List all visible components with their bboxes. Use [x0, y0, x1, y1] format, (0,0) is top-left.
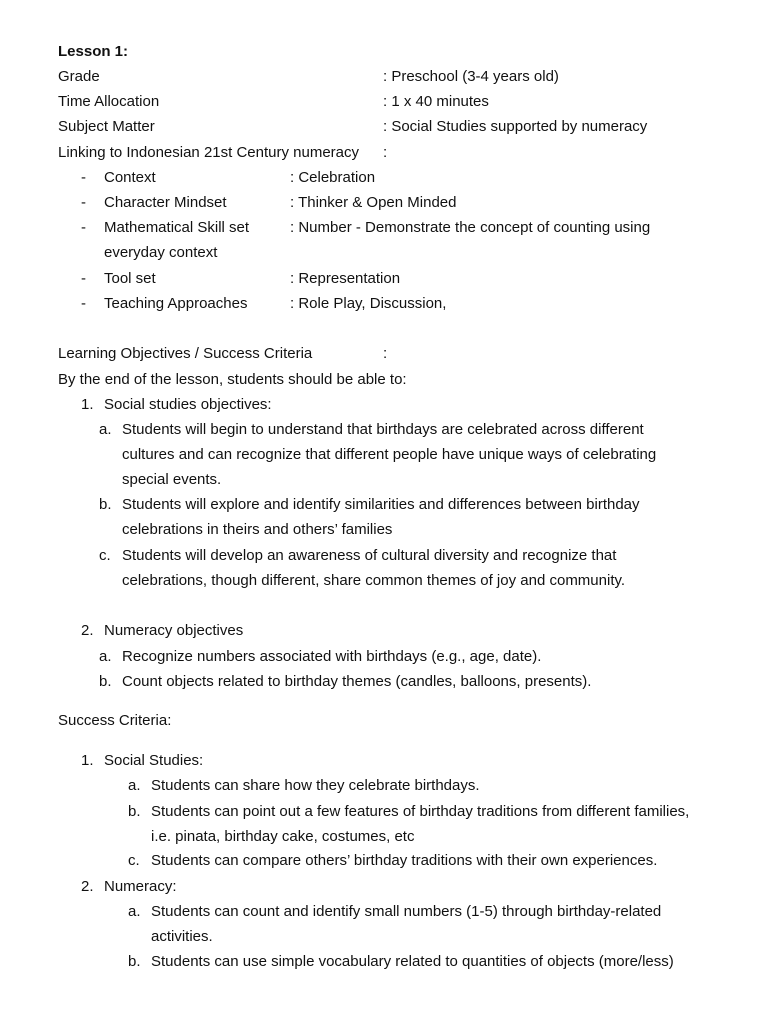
- link-label-mindset: Character Mindset: [104, 194, 227, 211]
- objective-text: celebrations in theirs and others’ families: [122, 521, 393, 538]
- success-text: Students can use simple vocabulary related to quantities of objects (more/less): [151, 953, 674, 970]
- list-letter: c.: [99, 547, 111, 564]
- list-bullet: -: [81, 270, 86, 287]
- list-letter: a.: [99, 421, 112, 438]
- list-letter: a.: [99, 648, 112, 665]
- info-label-time: Time Allocation: [58, 93, 160, 110]
- list-letter: a.: [128, 777, 141, 794]
- objective-text: celebrations, though different, share common themes of joy and community.: [122, 572, 626, 589]
- objective-text: special events.: [122, 471, 222, 488]
- lesson-title: Lesson 1:: [58, 43, 129, 60]
- list-letter: b.: [128, 803, 141, 820]
- link-label-skillset-cont: everyday context: [104, 244, 218, 261]
- list-bullet: -: [81, 295, 86, 312]
- list-bullet: -: [81, 194, 86, 211]
- link-value-skillset: : Number - Demonstrate the concept of counting using: [290, 219, 651, 236]
- objectives-intro: By the end of the lesson, students should be able to:: [58, 371, 407, 388]
- info-value-subject: : Social Studies supported by numeracy: [383, 118, 648, 135]
- objective-text: Students will explore and identify similarities and differences between birthday: [122, 496, 640, 513]
- success-text: i.e. pinata, birthday cake, costumes, etc: [151, 828, 415, 845]
- success-text: Students can share how they celebrate birthdays.: [151, 777, 480, 794]
- link-value-mindset: : Thinker & Open Minded: [290, 194, 457, 211]
- list-letter: c.: [128, 852, 140, 869]
- link-value-context: : Celebration: [290, 169, 376, 186]
- objectives-heading-colon: :: [383, 345, 388, 362]
- list-letter: b.: [99, 496, 112, 513]
- success-group-title: Numeracy:: [104, 878, 177, 895]
- objective-text: Recognize numbers associated with birthdays (e.g., age, date).: [122, 648, 542, 665]
- success-text: Students can compare others’ birthday traditions with their own experiences.: [151, 852, 658, 869]
- objective-text: cultures and can recognize that different people have unique ways of celebrating: [122, 446, 657, 463]
- link-value-toolset: : Representation: [290, 270, 401, 287]
- list-letter: a.: [128, 903, 141, 920]
- list-number: 1.: [81, 396, 94, 413]
- success-heading: Success Criteria:: [58, 712, 172, 729]
- success-group-title: Social Studies:: [104, 752, 204, 769]
- link-value-approaches: : Role Play, Discussion,: [290, 295, 447, 312]
- info-value-grade: : Preschool (3-4 years old): [383, 68, 559, 85]
- list-bullet: -: [81, 169, 86, 186]
- info-value-time: : 1 x 40 minutes: [383, 93, 489, 110]
- objective-text: Count objects related to birthday themes (candles, balloons, presents).: [122, 673, 592, 690]
- success-text: Students can point out a few features of birthday traditions from different families,: [151, 803, 690, 820]
- objectives-heading: Learning Objectives / Success Criteria: [58, 345, 313, 362]
- list-letter: b.: [128, 953, 141, 970]
- success-text: activities.: [151, 928, 213, 945]
- objective-group-title: Numeracy objectives: [104, 622, 244, 639]
- list-number: 2.: [81, 878, 94, 895]
- link-label-toolset: Tool set: [104, 270, 156, 287]
- list-number: 2.: [81, 622, 94, 639]
- success-text: Students can count and identify small numbers (1-5) through birthday-related: [151, 903, 662, 920]
- info-value-linking: :: [383, 144, 388, 161]
- objective-text: Students will develop an awareness of cultural diversity and recognize that: [122, 547, 617, 564]
- list-number: 1.: [81, 752, 94, 769]
- list-letter: b.: [99, 673, 112, 690]
- link-label-context: Context: [104, 169, 156, 186]
- objective-group-title: Social studies objectives:: [104, 396, 272, 413]
- list-bullet: -: [81, 219, 86, 236]
- info-label-grade: Grade: [58, 68, 100, 85]
- objective-text: Students will begin to understand that birthdays are celebrated across different: [122, 421, 644, 438]
- info-label-linking: Linking to Indonesian 21st Century numeracy: [58, 144, 360, 161]
- link-label-skillset: Mathematical Skill set: [104, 219, 250, 236]
- link-label-approaches: Teaching Approaches: [104, 295, 248, 312]
- info-label-subject: Subject Matter: [58, 118, 155, 135]
